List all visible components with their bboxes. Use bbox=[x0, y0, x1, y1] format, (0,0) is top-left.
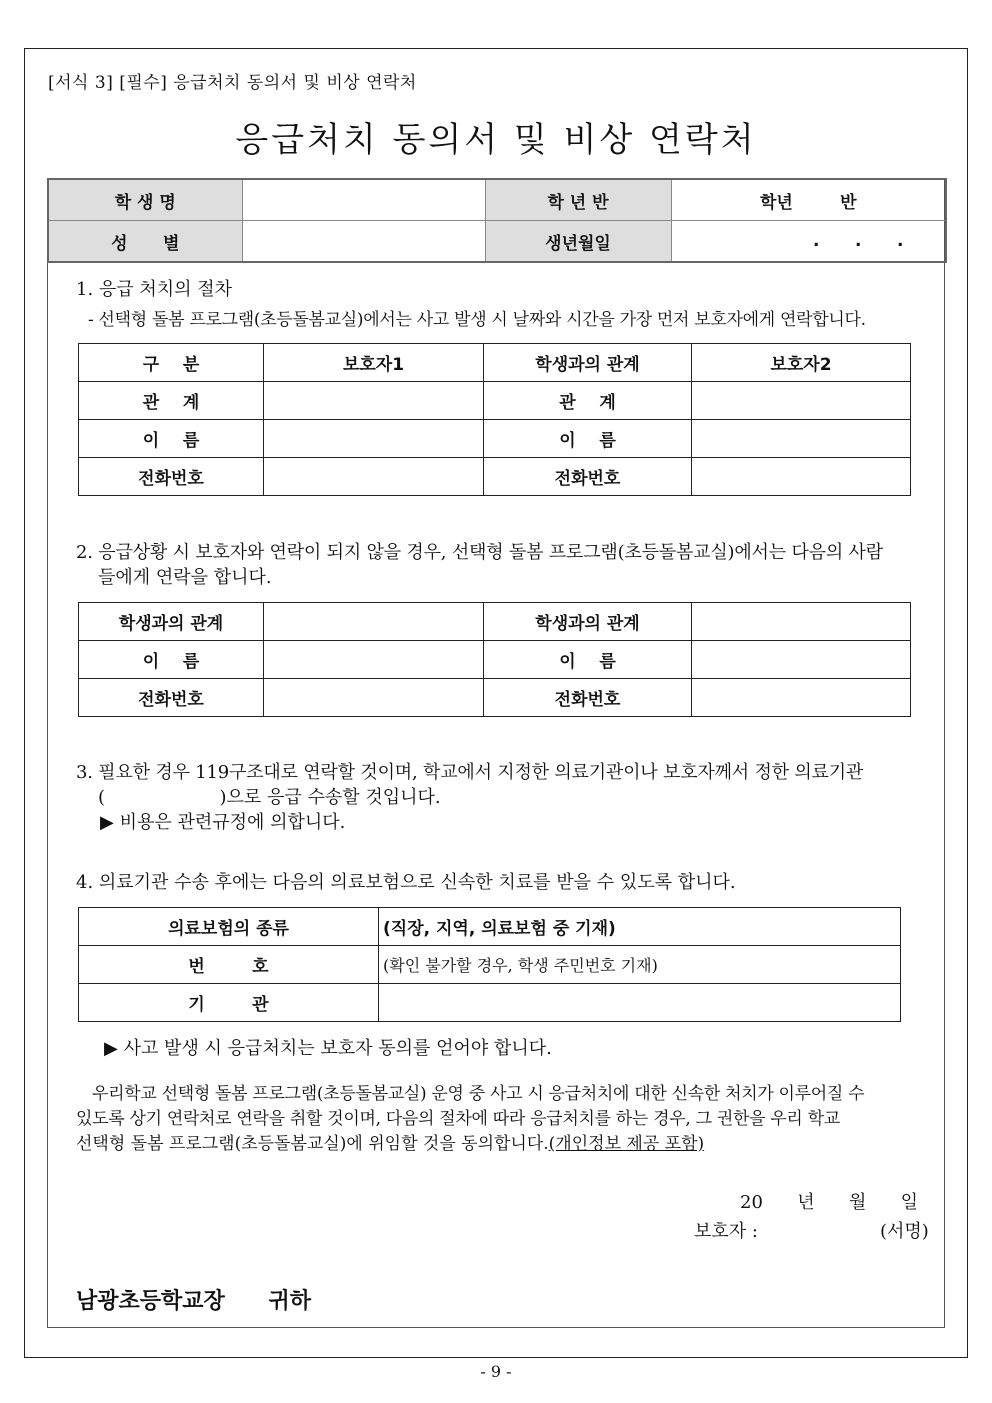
section4-heading: 4. 의료기관 수송 후에는 다음의 의료보험으로 신속한 치료를 받을 수 있도록 합니다. bbox=[76, 872, 736, 893]
section3-line2: ( )으로 응급 수송할 것입니다. bbox=[98, 787, 441, 808]
student-name-field[interactable] bbox=[242, 179, 485, 221]
table-header: 보호자2 bbox=[692, 344, 911, 382]
table-row bbox=[79, 908, 901, 946]
section3-line1: 3. 필요한 경우 119구조대로 연락할 것이며, 학교에서 지정한 의료기관이나 보호자께서 정한 의료기관 bbox=[76, 762, 864, 783]
row-label: 전화번호 bbox=[484, 458, 692, 496]
row-label: 이 름 bbox=[79, 641, 264, 679]
student-name-label: 학 생 명 bbox=[48, 179, 242, 221]
guardian2-phone-field[interactable] bbox=[692, 458, 911, 496]
contact1-relation-field[interactable] bbox=[264, 603, 484, 641]
table-row bbox=[79, 946, 901, 984]
section2-line2: 들에게 연락을 합니다. bbox=[98, 567, 272, 588]
section1-desc: - 선택형 돌봄 프로그램(초등돌봄교실)에서는 사고 발생 시 날짜와 시간을 가장 먼저 보호자에게 연락합니다. bbox=[88, 310, 866, 330]
row-label: 전화번호 bbox=[79, 679, 264, 717]
table-header: 구 분 bbox=[79, 344, 264, 382]
consent-line3 bbox=[76, 1131, 704, 1157]
birth-label: 생년월일 bbox=[485, 221, 671, 263]
gender-field[interactable] bbox=[242, 221, 485, 263]
consent-line1: 우리학교 선택형 돌봄 프로그램(초등돌봄교실) 운영 중 사고 시 응급처치에 대한 신속한 처치가 이루어질 수 bbox=[92, 1084, 865, 1104]
form-code: [서식 3] [필수] 응급처치 동의서 및 비상 연락처 bbox=[48, 73, 417, 93]
section2-line1: 2. 응급상황 시 보호자와 연락이 되지 않을 경우, 선택형 돌봄 프로그램(초등돌봄교실)에서는 다음의 사람 bbox=[76, 542, 883, 563]
grade-label: 학 년 반 bbox=[485, 179, 671, 221]
page-number: - 9 - bbox=[480, 1362, 512, 1381]
signature-field[interactable]: (서명) bbox=[880, 1221, 929, 1242]
guardian1-name-field[interactable] bbox=[264, 420, 484, 458]
row-label: 관 계 bbox=[79, 382, 264, 420]
row-label: 기 관 bbox=[79, 984, 379, 1022]
table-row bbox=[79, 679, 911, 717]
guardian-label: 보호자 : bbox=[694, 1221, 758, 1242]
emergency-contact-table bbox=[78, 602, 911, 717]
insurance-table bbox=[78, 907, 901, 1022]
grade-field[interactable]: 학년 반 bbox=[671, 179, 946, 221]
section4-note: ▶ 사고 발생 시 응급처치는 보호자 동의를 얻어야 합니다. bbox=[104, 1038, 552, 1059]
addressee bbox=[76, 1284, 311, 1315]
signature-date[interactable]: 20 년 월 일 bbox=[740, 1192, 919, 1213]
insurance-number-field[interactable]: (확인 불가할 경우, 학생 주민번호 기재) bbox=[379, 946, 901, 984]
guardian2-name-field[interactable] bbox=[692, 420, 911, 458]
table-header: 보호자1 bbox=[264, 344, 484, 382]
consent-line3-text: 선택형 돌봄 프로그램(초등돌봄교실)에 위임할 것을 동의합니다. bbox=[76, 1134, 549, 1154]
table-header: 학생과의 관계 bbox=[484, 344, 692, 382]
contact2-name-field[interactable] bbox=[692, 641, 911, 679]
section3-note: ▶ 비용은 관련규정에 의합니다. bbox=[100, 812, 346, 833]
table-row bbox=[79, 603, 911, 641]
student-info-table bbox=[47, 178, 947, 263]
birth-field[interactable]: . . . bbox=[671, 221, 946, 263]
row-label: 학생과의 관계 bbox=[484, 603, 692, 641]
row-label: 전화번호 bbox=[79, 458, 264, 496]
insurance-type-field[interactable]: (직장, 지역, 의료보험 중 기재) bbox=[379, 908, 901, 946]
table-row bbox=[79, 984, 901, 1022]
table-row bbox=[79, 344, 911, 382]
table-row bbox=[79, 458, 911, 496]
contact2-phone-field[interactable] bbox=[692, 679, 911, 717]
contact1-name-field[interactable] bbox=[264, 641, 484, 679]
guardian2-relation-field[interactable] bbox=[692, 382, 911, 420]
row-label: 전화번호 bbox=[484, 679, 692, 717]
table-row bbox=[79, 641, 911, 679]
gender-label: 성 별 bbox=[48, 221, 242, 263]
row-label: 이 름 bbox=[79, 420, 264, 458]
row-label: 번 호 bbox=[79, 946, 379, 984]
row-label: 학생과의 관계 bbox=[79, 603, 264, 641]
addressee-suffix: 귀하 bbox=[268, 1289, 311, 1314]
consent-line2: 있도록 상기 연락처로 연락을 취할 것이며, 다음의 절차에 따라 응급처치를 하는 경우, 그 권한을 우리 학교 bbox=[76, 1109, 840, 1129]
insurance-institution-field[interactable] bbox=[379, 984, 901, 1022]
school-principal: 남광초등학교장 bbox=[76, 1289, 225, 1314]
contact2-relation-field[interactable] bbox=[692, 603, 911, 641]
guardian-table bbox=[78, 343, 911, 496]
section1-heading: 1. 응급 처치의 절차 bbox=[76, 279, 233, 300]
page-title: 응급처치 동의서 및 비상 연락처 bbox=[235, 120, 757, 160]
row-label: 이 름 bbox=[484, 420, 692, 458]
guardian1-relation-field[interactable] bbox=[264, 382, 484, 420]
table-row bbox=[79, 420, 911, 458]
guardian1-phone-field[interactable] bbox=[264, 458, 484, 496]
row-label: 이 름 bbox=[484, 641, 692, 679]
row-label: 의료보험의 종류 bbox=[79, 908, 379, 946]
consent-underlined: (개인정보 제공 포함) bbox=[548, 1134, 705, 1154]
contact1-phone-field[interactable] bbox=[264, 679, 484, 717]
row-label: 관 계 bbox=[484, 382, 692, 420]
table-row bbox=[79, 382, 911, 420]
